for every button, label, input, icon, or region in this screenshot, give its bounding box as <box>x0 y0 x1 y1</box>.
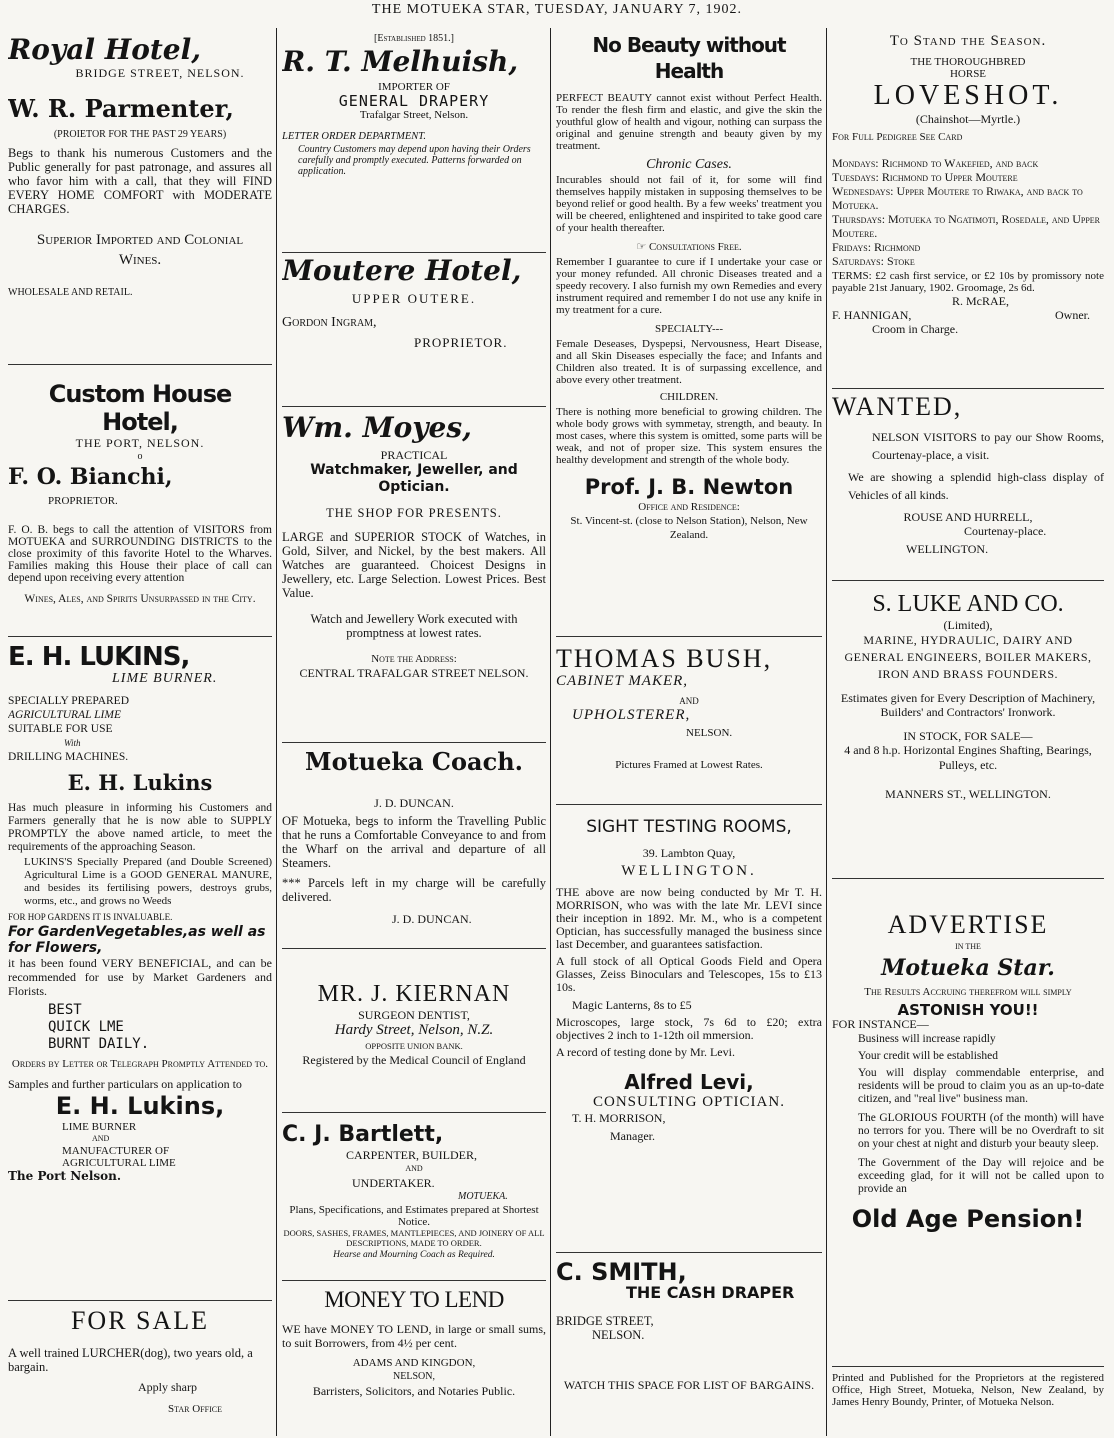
ad-name: E. H. Lukins <box>67 770 213 795</box>
royal-hotel-ad <box>8 34 272 300</box>
newton-ad <box>556 32 822 542</box>
divider <box>556 1252 822 1253</box>
ad-place: NELSON, <box>393 1371 435 1382</box>
ad-item: Business will increase rapidly <box>858 1033 996 1045</box>
ad-address: Hardy Street, Nelson, N.Z. <box>334 1022 494 1038</box>
ad-line: Note the Address: <box>371 653 457 665</box>
ad-name: J. D. DUNCAN. <box>374 796 454 810</box>
ad-city: WELLINGTON. <box>906 542 989 556</box>
ad-horse: LOVESHOT. <box>873 80 1063 111</box>
melhuish-ad <box>282 32 546 177</box>
divider <box>282 1280 546 1281</box>
proprietor-name: F. O. Bianchi, <box>8 464 173 490</box>
ornament: o <box>137 451 143 462</box>
ad-address: 39. Lambton Quay, <box>642 846 736 860</box>
ad-body: Begs to thank his numerous Customers and the Public generally for past patronage, and assures all who favor him with a call, that they will FIND EVERY HOME COMFORT with MODERATE CHARGES. <box>8 146 272 216</box>
ad-body: Has much pleasure in informing his Customers and Farmers generally that he is now able to SUPPLY PROMPTLY the above named article, to meet the requirements of the approaching Season. <box>8 802 272 853</box>
ad-body: Plans, Specifications, and Estimates prepared at Shortest Notice. <box>289 1204 539 1228</box>
ad-title: Moutere Hotel, <box>282 254 522 287</box>
ad-line: Office and Residence: <box>638 501 740 513</box>
ad-line: AND <box>679 696 699 706</box>
ad-title: MONEY TO LEND <box>324 1287 504 1312</box>
schedule-item: Mondays: Richmond to Wakefied, and back <box>832 156 1039 170</box>
ad-line: AND <box>92 1134 110 1143</box>
ad-line: T. H. MORRISON, <box>572 1111 666 1125</box>
ad-line: (Chainshot—Myrtle.) <box>915 112 1021 126</box>
ad-wholesale: WHOLESALE AND RETAIL. <box>8 287 133 298</box>
ad-line: AGRICULTURAL LIME <box>8 709 121 721</box>
ad-pension: Old Age Pension! <box>851 1205 1085 1233</box>
ad-item: The GLORIOUS FOURTH (of the month) will have no terrors for you. There will be no Overdraft to sit on your chest at night and disturb your beauty sleep. <box>858 1112 1104 1150</box>
ad-line: LIME BURNER <box>62 1121 137 1133</box>
schedule-item: Tuesdays: Richmond to Upper Moutere <box>832 170 1018 184</box>
ad-sign: J. D. DUNCAN. <box>392 912 472 926</box>
ad-role: Barristers, Solicitors, and Notaries Public. <box>312 1384 516 1398</box>
ad-line: CARPENTER, BUILDER, <box>346 1148 478 1162</box>
ad-owner-role: Owner. <box>1055 308 1090 322</box>
ad-address: THE PORT, NELSON. <box>75 436 205 450</box>
divider <box>282 948 546 949</box>
ad-line: OPPOSITE UNION BANK. <box>365 1041 463 1051</box>
wanted-ad <box>832 392 1104 556</box>
divider <box>282 1112 546 1113</box>
ad-role: PROPRIETOR. <box>414 335 508 350</box>
ad-line: THE THOROUGHBRED HORSE <box>910 56 1026 80</box>
ad-place: MOTUEKA. <box>458 1191 508 1202</box>
ad-line: SUITABLE FOR USE <box>8 723 113 735</box>
ad-body: F. O. B. begs to call the attention of VISITORS from MOTUEKA and SURROUNDING DISTRICTS to the close proximity of this favorite Hotel to the Wharves. Families making this House their place of call can depend upon receiving every attention <box>8 524 272 584</box>
ad-subtitle: (PROIETOR FOR THE PAST 29 YEARS) <box>53 129 227 140</box>
ad-body: 4 and 8 h.p. Horizontal Engines Shafting, Bearings, Pulleys, etc. <box>844 743 1092 772</box>
ad-title: C. SMITH, <box>556 1258 687 1286</box>
ad-line: AND <box>405 1164 423 1173</box>
ad-firm: ADAMS AND KINGDON, <box>352 1357 476 1369</box>
ad-body: TERMS: £2 cash first service, or £2 10s by promissory note payable 21st January, 1902. Groomage, 2s 6d. <box>832 270 1104 294</box>
ad-line: QUICK LME <box>48 1019 124 1035</box>
ad-title: WANTED, <box>832 392 963 421</box>
moutere-hotel-ad <box>282 254 546 350</box>
ad-title: Wm. Moyes, <box>282 411 472 444</box>
ad-body: LARGE and SUPERIOR STOCK of Watches, in Gold, Silver, and Nickel, by the best makers. All Watches are guaranteed. Choicest Designs in Jewellery, etc. Large Selection. Lowest Prices. Best Value. <box>282 530 546 600</box>
divider <box>556 636 822 637</box>
ad-line: BEST <box>48 1002 82 1018</box>
ad-body: There is nothing more beneficial to growing children. The whole body grows with symmetay, strength, and beauty. In most cases, where this system is omitted, some parts will be weak, and not of proper size. This system ensures the healthy development and strength of the whole body. <box>556 406 822 466</box>
ad-title: No Beauty without Health <box>592 33 786 83</box>
divider <box>832 1366 1104 1367</box>
ad-subhead: ☞ Consultations Free. <box>636 241 742 253</box>
kiernan-ad <box>282 980 546 1067</box>
ad-line: BURNT DAILY. <box>48 1036 150 1052</box>
divider <box>832 580 1104 581</box>
imprint: Printed and Published for the Proprietors at the registered Office, High Street, Motueka, Nelson, New Zealand, by James Henry Boundy, Printer, of Motueka Nelson. <box>832 1372 1104 1408</box>
ad-line: WATCH THIS SPACE FOR LIST OF BARGAINS. <box>563 1378 815 1392</box>
ad-line: UPHOLSTERER, <box>572 707 691 723</box>
ad-place: NELSON. <box>686 727 733 739</box>
ad-line: (Limited), <box>943 618 993 632</box>
ad-city: WELLINGTON. <box>621 863 757 879</box>
smith-draper-ad <box>556 1258 822 1392</box>
ad-line: Manager. <box>610 1129 655 1143</box>
ad-body: LUKINS'S Specially Prepared (and Double Screened) Agricultural Lime is a GOOD GENERAL MANURE, and besides its fertilising powers, destroys grubs, worms, etc., and grows no Weeds <box>24 856 272 907</box>
ad-line: Pictures Framed at Lowest Rates. <box>615 759 763 771</box>
ad-line: LETTER ORDER DEPARTMENT. <box>282 131 426 142</box>
ad-body: WE have MONEY TO LEND, in large or small sums, to suit Borrowers, from 4½ per cent. <box>282 1322 546 1350</box>
schedule-item: Fridays: Richmond <box>832 240 921 254</box>
ad-body: *** Parcels left in my charge will be carefully delivered. <box>282 876 546 904</box>
ad-trade: LIME BURNER. <box>112 671 218 686</box>
column-4 <box>832 30 1104 1430</box>
ad-name: Alfred Levi, <box>624 1070 754 1094</box>
sight-testing-ad <box>556 816 822 1143</box>
ad-groom: F. HANNIGAN, <box>832 308 912 322</box>
ad-address: BRIDGE STREET, <box>556 1314 654 1328</box>
divider <box>556 804 822 805</box>
ad-body: DOORS, SASHES, FRAMES, MANTLEPIECES, AND JOINERY OF ALL DESCRIPTIONS, MADE TO ORDER. <box>283 1228 545 1248</box>
divider <box>282 406 546 407</box>
ad-line: Orders by Letter or Telegraph Promptly Attended to. <box>11 1058 269 1070</box>
ad-address: CENTRAL TRAFALGAR STREET NELSON. <box>299 666 529 680</box>
ad-address: MANNERS ST., WELLINGTON. <box>885 787 1051 801</box>
ad-item: You will display commendable enterprise, and residents will be proud to claim you as an up-to-date citizen, and "real live" business man. <box>858 1067 1104 1105</box>
divider <box>282 252 546 253</box>
ad-line: UNDERTAKER. <box>352 1176 435 1190</box>
divider <box>282 742 546 743</box>
ad-city: NELSON. <box>592 1328 645 1342</box>
ad-firm: ROUSE AND HURRELL, <box>903 510 1033 524</box>
ad-body: Incurables should not fail of it, for some will find themselves happily mistaken in supposing themselves to be beyond relief or good health. By a few weeks' treatment you will be cheered, enlightened and inspirited to take good care of your health thereafter. <box>556 174 822 234</box>
divider <box>832 878 1104 879</box>
ad-subhead: SPECIALTY--- <box>654 323 724 335</box>
divider <box>8 1300 272 1301</box>
ad-item: Your credit will be established <box>858 1050 999 1062</box>
ad-body: it has been found VERY BENEFICIAL, and can be recommended for use by Market Gardeners and Florists. <box>8 956 272 998</box>
bartlett-ad <box>282 1122 546 1262</box>
ad-line: Samples and further particulars on application to <box>8 1077 242 1091</box>
ad-title: E. H. LUKINS, <box>8 642 190 672</box>
ad-line: The Port Nelson. <box>8 1169 122 1183</box>
column-rule <box>550 28 551 1436</box>
ad-address: BRIDGE STREET, NELSON. <box>75 66 245 80</box>
ad-body: Watch and Jewellery Work executed with promptness at lowest rates. <box>310 612 518 640</box>
ad-subhead: Chronic Cases. <box>646 157 732 172</box>
divider <box>8 636 272 637</box>
loveshot-ad <box>832 34 1104 336</box>
ad-line: MANUFACTURER OF <box>62 1145 170 1157</box>
ad-line: Magic Lanterns, 8s to £5 <box>572 998 692 1012</box>
ad-line: DRILLING MACHINES. <box>8 751 129 763</box>
column-2 <box>282 30 546 1430</box>
ad-body: We are showing a splendid high-class display of Vehicles of all kinds. <box>848 470 1104 502</box>
ad-line: For GardenVegetables,as well as for Flowers, <box>8 924 266 956</box>
ad-line: Star Office <box>168 1403 222 1415</box>
ad-item: The Government of the Day will rejoice and be exceeding glad, for it will not be called upon to provide an <box>858 1157 1104 1195</box>
ad-line: Croom in Charge. <box>872 322 959 336</box>
ad-owner: R. McRAE, <box>952 294 1009 308</box>
luke-co-ad <box>832 590 1104 801</box>
ad-role: CONSULTING OPTICIAN. <box>593 1094 785 1110</box>
ad-body: Estimates given for Every Description of Machinery, Builders' and Contractors' Ironwork. <box>840 691 1096 719</box>
ad-est: [Established 1851.] <box>374 33 454 44</box>
ad-wines: Superior Imported and Colonial Wines. <box>36 232 244 268</box>
ad-paper: Motueka Star. <box>881 955 1055 981</box>
money-to-lend-ad <box>282 1286 546 1398</box>
ad-trade: Watchmaker, Jeweller, and Optician. <box>310 462 518 495</box>
ad-line: ASTONISH YOU!! <box>897 1001 1039 1019</box>
ad-body: Country Customers may depend upon having their Orders carefully and promptly executed. Patterns forwarded on application. <box>298 144 531 177</box>
ad-title: S. LUKE AND CO. <box>872 591 1064 617</box>
ad-body: A full stock of all Optical Goods Field and Opera Glasses, Zeiss Binoculars and Telescopes, 15s to £13 10s. <box>556 954 822 994</box>
column-rule <box>826 28 827 1436</box>
ad-title: Motueka Coach. <box>305 747 523 776</box>
ad-title: MR. J. KIERNAN <box>317 981 511 1007</box>
ad-body: A record of testing done by Mr. Levi. <box>556 1045 735 1059</box>
ad-title: THOMAS BUSH, <box>556 644 773 673</box>
thomas-bush-ad <box>556 644 822 772</box>
ad-line: IN STOCK, FOR SALE— <box>903 729 1033 743</box>
ad-title: FOR SALE <box>70 1306 210 1335</box>
schedule-item: Thursdays: Motueka to Ngatimoti, Rosedale, and Upper Moutere. <box>832 212 1101 240</box>
ad-line: PRACTICAL <box>380 448 448 462</box>
ad-role: SURGEON DENTIST, <box>358 1008 470 1022</box>
divider <box>8 364 272 365</box>
column-rule <box>276 28 277 1436</box>
ad-body: PERFECT BEAUTY cannot exist without Perfect Health. To render the flesh firm and elastic, and give the skin the youthful glow of health and vigour, nothing can surpass the original and genuine strength and beauty given by my treatment. <box>556 92 822 152</box>
ad-body: THE above are now being conducted by Mr T. H. MORRISON, who was with the late Mr. LEVI since their inception in 1892. Mr. M., who is a competent Optician, has successfully managed the business since last December, and guarantees satisfaction. <box>556 885 822 951</box>
ad-line: GENERAL DRAPERY <box>338 92 490 110</box>
ad-line: SPECIALLY PREPARED <box>8 695 130 707</box>
ad-role: PROPRIETOR. <box>48 495 118 507</box>
ad-title: SIGHT TESTING ROOMS, <box>586 817 792 837</box>
ad-title: To Stand the Season. <box>889 33 1047 49</box>
advertise-ad <box>832 910 1104 1234</box>
ad-footer: Wines, Ales, and Spirits Unsurpassed in the City. <box>24 593 256 605</box>
ad-line: Hearse and Mourning Coach as Required. <box>333 1250 495 1260</box>
ad-name: Gordon Ingram, <box>282 315 377 330</box>
moyes-ad <box>282 412 546 680</box>
ad-line: The Results Accruing therefrom will simply <box>864 986 1072 998</box>
ad-body: NELSON VISITORS to pay our Show Rooms, Courtenay-place, a visit. <box>872 430 1104 462</box>
ad-line: THE CASH DRAPER <box>626 1283 795 1302</box>
ad-line: With <box>64 738 81 748</box>
ad-subhead: CHILDREN. <box>659 391 719 403</box>
for-sale-ad <box>8 1306 272 1416</box>
ad-place: Courtenay-place. <box>964 524 1047 538</box>
ad-body: MARINE, HYDRAULIC, DAIRY AND GENERAL ENGINEERS, BOILER MAKERS, IRON AND BRASS FOUNDERS. <box>844 633 1092 681</box>
ad-body: Female Deseases, Dyspepsi, Nervousness, Heart Disease, and all Skin Diseases especially the face; and Infants and Children also treated. It is of surpassing excellence, and above every other treatment. <box>556 338 822 386</box>
divider <box>832 388 1104 389</box>
ad-address: St. Vincent-st. (close to Nelson Station), Nelson, New Zealand. <box>570 515 808 541</box>
ad-name: E. H. Lukins, <box>55 1092 225 1120</box>
ad-place: UPPER OUTERE. <box>351 291 477 306</box>
ad-line: For Full Pedigree See Card <box>832 131 963 143</box>
ad-name: Prof. J. B. Newton <box>584 475 794 499</box>
motueka-coach-ad <box>282 748 546 926</box>
ad-title: Custom House Hotel, <box>48 380 232 436</box>
schedule-item: Saturdays: Stoke <box>832 254 915 268</box>
ad-body: OF Motueka, begs to inform the Travelling Public that he runs a Comfortable Conveyance to and from the Wharf on the arrival and departure of all Steamers. <box>282 814 546 870</box>
ad-body: Registered by the Medical Council of England <box>302 1053 526 1067</box>
ad-line: IMPORTER OF <box>378 81 450 93</box>
ad-line: AGRICULTURAL LIME <box>62 1157 176 1169</box>
ad-body: A well trained LURCHER(dog), two years old, a bargain. <box>8 1346 253 1374</box>
custom-house-hotel-ad <box>8 380 272 606</box>
ad-line: FOR INSTANCE— <box>832 1017 929 1031</box>
column-3 <box>556 30 822 1430</box>
ad-address: Trafalgar Street, Nelson. <box>359 109 469 121</box>
ad-body: Remember I guarantee to cure if I undertake your case or your money refunded. All chronic Diseases treated and a speedy recovery. I also furnish my own Remedies and every instrument required and remember I do not use any knife in my treatment for a cure. <box>556 256 822 316</box>
column-1 <box>8 30 272 1430</box>
ad-title: Royal Hotel, <box>8 33 202 66</box>
ad-title: R. T. Melhuish, <box>282 45 519 78</box>
ad-line: FOR HOP GARDENS IT IS INVALUABLE. <box>8 912 173 922</box>
ad-body: Microscopes, large stock, 7s 6d to £20; extra objectives 2 inch to 1-12th oil mmersion. <box>556 1015 822 1042</box>
proprietor-name: W. R. Parmenter, <box>8 94 234 123</box>
ad-title: C. J. Bartlett, <box>282 1122 444 1147</box>
schedule-item: Wednesdays: Upper Moutere to Riwaka, and back to Motueka. <box>832 184 1083 212</box>
masthead: THE MOTUEKA STAR, TUESDAY, JANUARY 7, 1902. <box>371 2 743 17</box>
ad-line: CABINET MAKER, <box>556 673 689 689</box>
ad-line: IN THE <box>955 942 981 951</box>
ad-line: Apply sharp <box>138 1380 197 1394</box>
ad-line: THE SHOP FOR PRESENTS. <box>326 506 502 520</box>
ad-title: ADVERTISE <box>887 910 1049 939</box>
lukins-lime-ad <box>8 642 272 1183</box>
